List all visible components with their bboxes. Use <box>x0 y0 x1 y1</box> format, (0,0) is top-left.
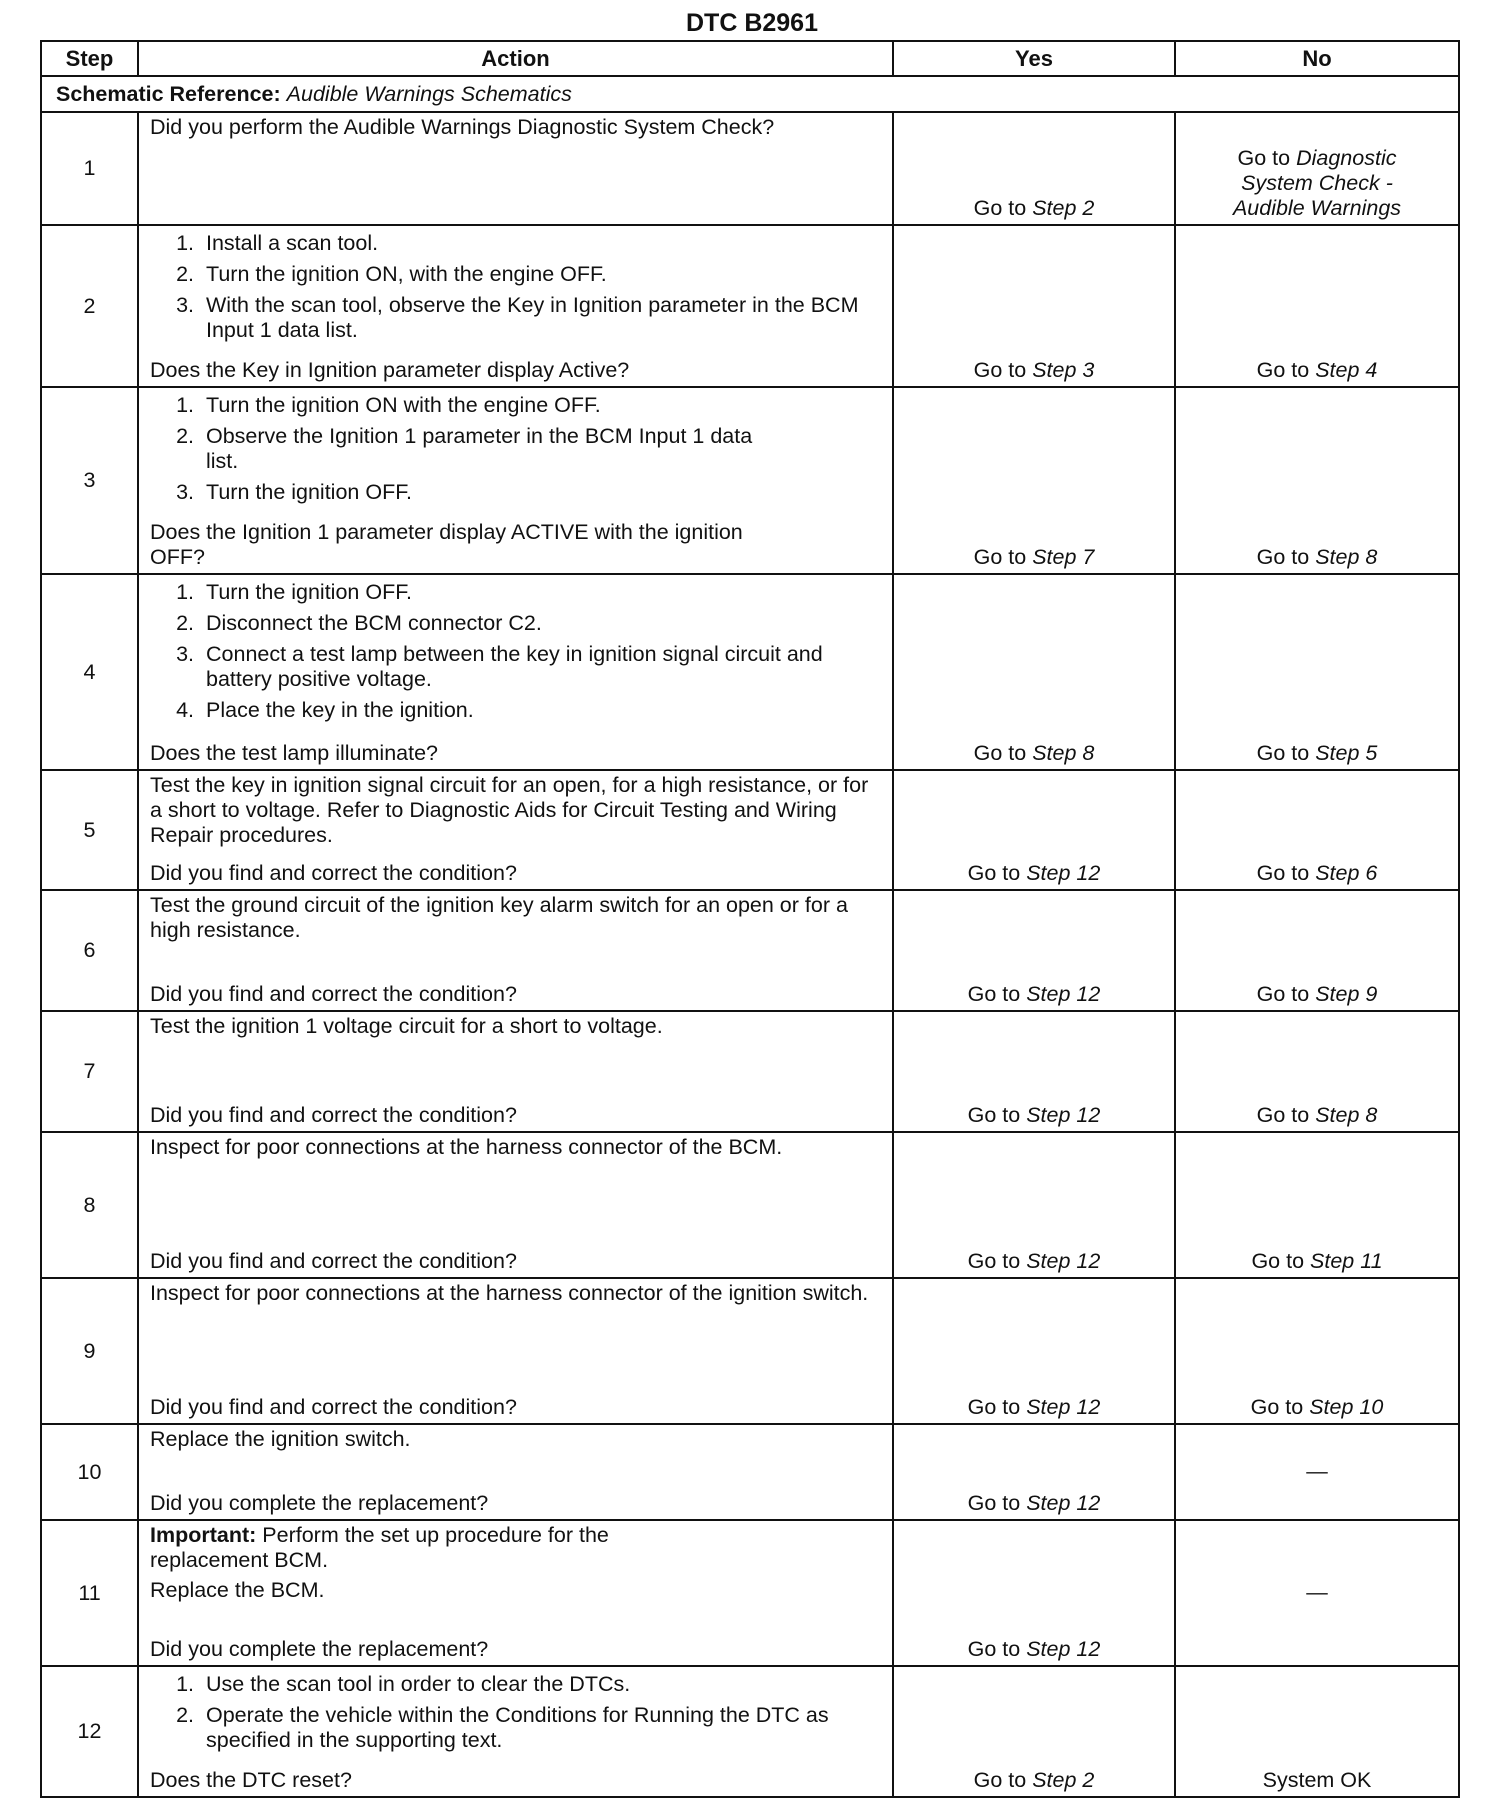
table-row <box>41 1132 1459 1278</box>
action-question: Did you find and correct the condition? <box>150 982 517 1006</box>
action-question: Does the Key in Ignition parameter display Active? <box>150 358 630 382</box>
table-row <box>41 770 1459 890</box>
no-cell <box>1175 1520 1459 1666</box>
no-value: System OK <box>1262 1768 1372 1792</box>
action-text: Test the ground circuit of the ignition key alarm switch for an open or for a high resistance. <box>150 893 848 942</box>
action-question: Did you find and correct the condition? <box>150 1249 517 1273</box>
header-yes: Yes <box>893 41 1175 76</box>
yes-cell <box>893 1520 1175 1666</box>
no-value: — <box>1306 1459 1328 1483</box>
list-item: 2. Turn the ignition ON, with the engine OFF. <box>200 262 880 287</box>
goto-label: Go to <box>973 545 1027 569</box>
yes-link[interactable]: Step 12 <box>1026 1491 1101 1515</box>
goto-label: Go to <box>1251 1249 1305 1273</box>
table-row <box>41 1520 1459 1666</box>
yes-link[interactable]: Step 12 <box>1026 982 1101 1006</box>
action-cell <box>138 1424 893 1520</box>
goto-label: Go to <box>967 1395 1021 1419</box>
no-cell <box>1175 1278 1459 1424</box>
goto-label: Go to <box>967 982 1021 1006</box>
table-row <box>41 574 1459 770</box>
action-question: Does the DTC reset? <box>150 1768 352 1792</box>
yes-cell <box>893 112 1175 225</box>
header-row <box>41 41 1459 76</box>
list-item: 3. With the scan tool, observe the Key in Ignition parameter in the BCM Input 1 data list. <box>200 293 880 343</box>
yes-cell <box>893 1666 1175 1797</box>
action-cell <box>138 112 893 225</box>
action-list <box>150 577 880 729</box>
goto-label: Go to <box>973 1768 1027 1792</box>
yes-cell <box>893 1278 1175 1424</box>
yes-cell <box>893 890 1175 1011</box>
action-cell <box>138 1666 893 1797</box>
list-item: 2. Observe the Ignition 1 parameter in the BCM Input 1 data list. <box>200 424 880 474</box>
yes-link[interactable]: Step 12 <box>1026 1103 1101 1127</box>
action-text: Replace the ignition switch. <box>150 1427 411 1451</box>
yes-link[interactable]: Step 12 <box>1026 1637 1101 1661</box>
no-link[interactable]: Step 10 <box>1309 1395 1384 1419</box>
action-cell <box>138 225 893 387</box>
goto-label: Go to <box>1256 982 1310 1006</box>
action-question: Does the Ignition 1 parameter display ACTIVE with the ignition OFF? <box>150 520 743 569</box>
no-cell <box>1175 1424 1459 1520</box>
yes-link[interactable]: Step 8 <box>1032 741 1095 765</box>
action-cell <box>138 387 893 574</box>
action-text: Inspect for poor connections at the harness connector of the BCM. <box>150 1135 783 1159</box>
action-text: Replace the BCM. <box>150 1578 325 1602</box>
action-text: Inspect for poor connections at the harness connector of the ignition switch. <box>150 1281 869 1305</box>
dtc-table <box>40 40 1460 1798</box>
yes-link[interactable]: Step 7 <box>1032 545 1095 569</box>
list-item: 1. Install a scan tool. <box>200 231 880 256</box>
action-cell <box>138 1132 893 1278</box>
list-item: 2. Disconnect the BCM connector C2. <box>200 611 880 636</box>
action-question: Did you find and correct the condition? <box>150 861 517 885</box>
goto-label: Go to <box>1256 358 1310 382</box>
no-cell <box>1175 890 1459 1011</box>
goto-label: Go to <box>967 1491 1021 1515</box>
list-item: 1. Turn the ignition ON with the engine OFF. <box>200 393 880 418</box>
action-list <box>150 390 880 511</box>
action-cell <box>138 574 893 770</box>
yes-cell <box>893 1424 1175 1520</box>
action-text: Test the ignition 1 voltage circuit for a short to voltage. <box>150 1014 663 1038</box>
no-link[interactable]: Step 8 <box>1315 545 1378 569</box>
table-row <box>41 387 1459 574</box>
action-cell <box>138 1278 893 1424</box>
action-cell <box>138 1011 893 1132</box>
goto-label: Go to <box>967 1103 1021 1127</box>
schematic-reference <box>41 76 1459 112</box>
goto-label: Go to <box>1256 741 1310 765</box>
yes-link[interactable]: Step 12 <box>1026 1249 1101 1273</box>
no-link[interactable]: Step 6 <box>1315 861 1378 885</box>
no-link[interactable]: Step 4 <box>1315 358 1378 382</box>
action-question: Did you complete the replacement? <box>150 1637 489 1661</box>
no-link[interactable]: Step 9 <box>1315 982 1378 1006</box>
action-list <box>150 228 880 349</box>
action-question: Did you find and correct the condition? <box>150 1103 517 1127</box>
important-note <box>150 1523 880 1573</box>
yes-cell <box>893 1132 1175 1278</box>
no-cell <box>1175 1132 1459 1278</box>
yes-link[interactable]: Step 12 <box>1026 861 1101 885</box>
action-text: Did you perform the Audible Warnings Diagnostic System Check? <box>150 115 775 139</box>
list-item: 2. Operate the vehicle within the Conditions for Running the DTC as specified in the supporting text. <box>200 1703 880 1753</box>
goto-label: Go to <box>967 1249 1021 1273</box>
no-cell <box>1175 1011 1459 1132</box>
no-cell <box>1175 112 1459 225</box>
yes-link[interactable]: Step 2 <box>1032 1768 1095 1792</box>
table-row <box>41 1278 1459 1424</box>
header-step: Step <box>41 41 138 76</box>
action-question: Does the test lamp illuminate? <box>150 741 439 765</box>
goto-label: Go to <box>1256 545 1310 569</box>
table-row <box>41 1011 1459 1132</box>
step-number: 5 <box>41 770 138 890</box>
yes-link[interactable]: Step 3 <box>1032 358 1095 382</box>
no-cell <box>1175 770 1459 890</box>
table-row <box>41 112 1459 225</box>
step-number: 8 <box>41 1132 138 1278</box>
header-action: Action <box>138 41 893 76</box>
action-cell <box>138 890 893 1011</box>
yes-cell <box>893 574 1175 770</box>
no-link[interactable]: Step 8 <box>1315 1103 1378 1127</box>
no-cell <box>1175 1666 1459 1797</box>
table-row <box>41 225 1459 387</box>
list-item: 1. Use the scan tool in order to clear the DTCs. <box>200 1672 880 1697</box>
action-question: Did you complete the replacement? <box>150 1491 489 1515</box>
yes-cell <box>893 225 1175 387</box>
list-item: 3. Connect a test lamp between the key in ignition signal circuit and battery positive voltage. <box>200 642 880 692</box>
yes-cell <box>893 770 1175 890</box>
action-cell <box>138 1520 893 1666</box>
table-row <box>41 1666 1459 1797</box>
step-number: 9 <box>41 1278 138 1424</box>
no-link[interactable]: Step 11 <box>1310 1249 1383 1273</box>
action-text: Test the key in ignition signal circuit for an open, for a high resistance, or for a short to voltage. Refer to Diagnostic Aids for Circuit Testing and Wiring Repair procedures. <box>150 773 869 847</box>
no-cell <box>1175 225 1459 387</box>
yes-cell <box>893 387 1175 574</box>
goto-label: Go to <box>1237 146 1291 170</box>
goto-label: Go to <box>967 861 1021 885</box>
yes-link[interactable]: Step 2 <box>1032 196 1095 220</box>
step-number: 4 <box>41 574 138 770</box>
step-number: 7 <box>41 1011 138 1132</box>
schematic-link[interactable]: Audible Warnings Schematics <box>286 81 572 106</box>
step-number: 1 <box>41 112 138 225</box>
step-number: 6 <box>41 890 138 1011</box>
schematic-reference-row <box>41 76 1459 112</box>
important-label: Important: <box>150 1523 257 1547</box>
goto-label: Go to <box>1256 861 1310 885</box>
action-list <box>150 1669 880 1759</box>
schematic-label: Schematic Reference: <box>56 81 281 106</box>
table-row <box>41 890 1459 1011</box>
step-number: 10 <box>41 1424 138 1520</box>
step-number: 3 <box>41 387 138 574</box>
no-link[interactable]: Diagnostic System Check - Audible Warnings <box>1232 146 1402 220</box>
action-question: Did you find and correct the condition? <box>150 1395 517 1419</box>
no-cell <box>1175 387 1459 574</box>
header-no: No <box>1175 41 1459 76</box>
no-value: — <box>1306 1580 1328 1604</box>
goto-label: Go to <box>1250 1395 1304 1419</box>
no-link[interactable]: Step 5 <box>1315 741 1378 765</box>
yes-link[interactable]: Step 12 <box>1026 1395 1101 1419</box>
list-item: 4. Place the key in the ignition. <box>200 698 880 723</box>
goto-label: Go to <box>973 196 1027 220</box>
goto-label: Go to <box>973 358 1027 382</box>
goto-label: Go to <box>967 1637 1021 1661</box>
page-title: DTC B2961 <box>686 9 818 37</box>
action-cell <box>138 770 893 890</box>
list-item: 1. Turn the ignition OFF. <box>200 580 880 605</box>
goto-label: Go to <box>973 741 1027 765</box>
table-row <box>41 1424 1459 1520</box>
step-number: 11 <box>41 1520 138 1666</box>
no-cell <box>1175 574 1459 770</box>
yes-cell <box>893 1011 1175 1132</box>
important-text: Perform the set up procedure for the replacement BCM. <box>150 1523 609 1572</box>
step-number: 2 <box>41 225 138 387</box>
goto-label: Go to <box>1256 1103 1310 1127</box>
step-number: 12 <box>41 1666 138 1797</box>
list-item: 3. Turn the ignition OFF. <box>200 480 880 505</box>
